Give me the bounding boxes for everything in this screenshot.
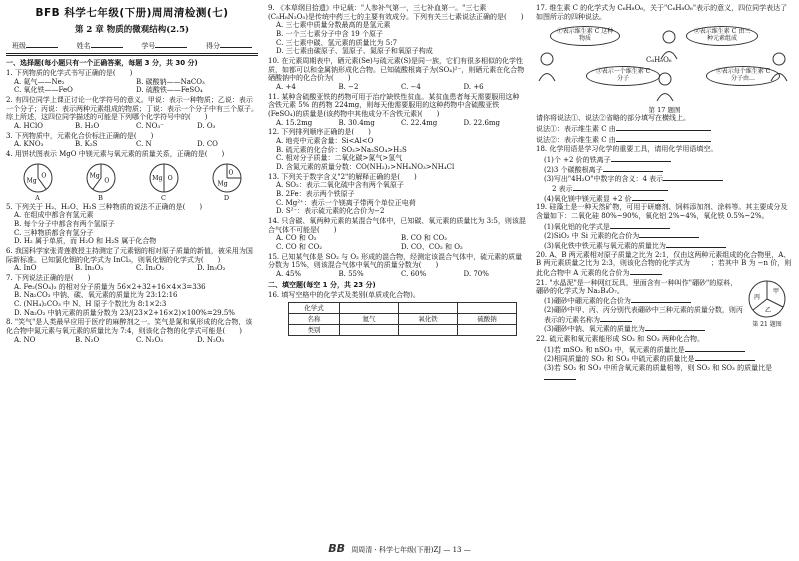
- option-c[interactable]: C. In₃O₂: [136, 264, 165, 273]
- question-16: 16. 填写空格中的化学式及类别(单质或化合物)。: [268, 290, 420, 299]
- question-stem: 2. 有四位同学上课正讨论一化学符号的意义。甲说：表示一种物质；乙说：表示一个分子；丙说：表示两种元素组成的物质；丁说：表示一个分子中有三个原子。综上所述，这四位同学描述的可能是下列哪个化学符号中的( ): [6, 95, 258, 122]
- option-b[interactable]: B. 硫元素的化合价：SO₂>Na₂SO₄>H₂S: [276, 145, 407, 154]
- question-stem: 20. A、B 两元素相对原子质量之比为 2:1，仅由这两种元素组成的化合物里，A、B 两元素质量之比为 2:3，则该化合物的化学式为 ；若其中 B 为 −n 价，则此化合物中 A 元素的化合价为: [536, 250, 792, 278]
- pie-label-yi: 乙: [765, 306, 772, 314]
- pie-slice-label: Mg: [151, 174, 162, 182]
- speech-bubble-2: ②表示维生素 C 由三种元素组成: [686, 26, 758, 46]
- figure-17: [536, 24, 793, 104]
- page-title: BFB 科学七年级(下册)周周清检测(七): [35, 7, 229, 19]
- option-c[interactable]: C. NO₃⁻: [136, 121, 164, 130]
- pie-option-a[interactable]: [22, 162, 54, 202]
- option-b[interactable]: B. N₂O: [75, 335, 100, 344]
- option-a[interactable]: A. HClO: [14, 121, 43, 130]
- question-stem: 3. 下列物质中，元素化合价标注正确的是( ): [6, 131, 154, 140]
- question-stem: 7. 下列说法正确的是( ): [6, 274, 91, 283]
- sub-question: (3)硼砂中钠、氧元素的质量比为: [544, 325, 645, 334]
- pie-slice-label: Mg: [26, 176, 37, 184]
- question-19: 19. 硅藻土是一种天然矿物，可用于研磨剂、饲料添加剂、涂料等。其主要成分及含量如下：二氧化硅 80%~90%，氧化铝 2%~4%，氧化铁 0.5%~2%。: [536, 203, 788, 221]
- answer-blank[interactable]: [573, 184, 668, 191]
- option-d[interactable]: D. CO、CO₂ 和 O₂: [401, 243, 463, 252]
- name-label: 姓名: [76, 41, 91, 50]
- option-a[interactable]: A. SO₂：表示二氧化硫中含有两个氧原子: [276, 181, 404, 190]
- question-8: [6, 318, 258, 344]
- question-stem: 6. 我国科学家张青莲教授主持测定了元素铟的相对原子质量的新值，被采用为国际新标准。已知氯化铟的化学式为 InCl₃，则氧化铟的化学式为( ): [6, 247, 253, 264]
- answer-cell[interactable]: [399, 325, 458, 336]
- question-stem: 9. 《本草纲目拾遗》中记载："人参补气第一，三七补血第一。"三七素(C₅H₈N₂O₅)是传统中药三七的主要有效成分。下列有关三七素说法正确的是( ): [268, 4, 524, 21]
- option-d[interactable]: D. H₂ 属于单质，而 H₂O 和 H₂S 属于化合物: [14, 237, 157, 246]
- question-stem: 14. 只含碳、氧两种元素的某混合气体中，已知碳、氧元素的质量比为 3:5，则该混合气体不可能是( ): [268, 217, 526, 234]
- pie-slice-label: O: [103, 176, 109, 184]
- question-stem: 15. 已知某气体是 SO₂ 与 O₂ 形成的混合物，经测定该混合气体中，硫元素的质量分数为 15%，则该混合气体中氧气的质量分数为( ): [268, 252, 523, 270]
- option-a[interactable]: A. InO: [14, 264, 37, 273]
- answer-blank[interactable]: [666, 241, 726, 248]
- option-c[interactable]: C. 氧化铁——FeO: [14, 86, 73, 95]
- option-d[interactable]: D. Na₂O₂ 中钠元素的质量分数为 23/(23×2+16×2)×100%=29.5%: [14, 308, 235, 317]
- table-cell: 类别: [289, 325, 340, 336]
- option-d[interactable]: D. 三七素由碳原子、氢原子、氮原子和氧原子构成: [276, 47, 433, 56]
- option-d[interactable]: D. 含氮元素的质量分数：CO(NH₂)₂>NH₄NO₃>NH₄Cl: [276, 163, 455, 172]
- table-cell: 化学式: [289, 303, 340, 314]
- option-a[interactable]: A. 氦气——Ne₂: [14, 77, 65, 86]
- sub-question: (3)氧化铁中铁元素与氧元素的质量比为: [544, 242, 666, 251]
- speech-bubble-1: ①表示维生素 C 这种物质: [550, 26, 620, 46]
- pie-slice-label: Mg: [89, 172, 100, 180]
- statement-1-label: 说法①：表示维生素 C 由: [536, 125, 616, 134]
- question-stem: 21. "水晶泥"是一种网红玩具，里面含有一种叫作"硼砂"的原料，硼砂的化学式为 Na₂B₄O₇。: [536, 278, 738, 296]
- question-15: [268, 253, 526, 279]
- pie-option-b[interactable]: [85, 162, 117, 202]
- option-a[interactable]: A. Fe₂(SO₄)₃ 的相对分子质量为 56×2+32+16×4×3=336: [14, 282, 206, 291]
- score-label: 得分: [205, 41, 220, 50]
- question-17-instruction: 请你将说法①、说法②省略的部分填写在横线上。: [536, 114, 690, 123]
- pie-option-label: B: [98, 193, 103, 202]
- table-row: [289, 314, 517, 325]
- question-stem: 4. 用饼状图表示 MgO 中镁元素与氧元素的质量关系，正确的是( ): [6, 149, 225, 158]
- pie-options-row: [6, 162, 258, 202]
- option-d[interactable]: D. 22.6mg: [463, 118, 501, 127]
- figure-21: [747, 279, 787, 329]
- pie-slice-label: O: [40, 172, 46, 180]
- question-11: [268, 93, 526, 128]
- student-info-row: [12, 41, 252, 51]
- option-b[interactable]: B. 每个分子中都含有两个氢原子: [14, 220, 115, 228]
- option-b[interactable]: B. 碳酸钠——NaCO₃: [136, 77, 205, 86]
- option-a[interactable]: A. KNO₃: [14, 140, 44, 149]
- sub-question: (1)硼砂中硼元素的化合价为: [544, 297, 631, 306]
- question-6: [6, 247, 258, 273]
- mgo-pie-chart: [85, 162, 117, 194]
- answer-blank[interactable]: [685, 345, 745, 352]
- option-a[interactable]: A. +4: [276, 83, 296, 92]
- sub-question: (1)若 mSO₂ 和 nSO₃ 中，氧元素的质量比是: [544, 345, 685, 354]
- figure-17-caption: 第 17 题图: [648, 106, 681, 115]
- sub-question: (3)写出"4H₂O"中数字的含义：4 表示: [544, 175, 664, 184]
- question-12: [268, 128, 526, 171]
- statement-2-label: 说法②：表示维生素 C 由: [536, 135, 616, 144]
- column-1: [6, 4, 258, 345]
- option-b[interactable]: B. 55%: [338, 270, 364, 279]
- question-stem: 1. 下列物质的化学式书写正确的是( ): [6, 68, 133, 77]
- answer-blank[interactable]: [616, 124, 711, 131]
- speech-bubble-3: ③表示一个维生素 C 分子: [586, 66, 660, 86]
- sub-question: (2)硼砂中甲、丙、丙分别代表硼砂中三种元素的质量分数，则丙表示的元素名称为: [544, 305, 743, 324]
- sub-question: (2)3 个碳酸根离子: [544, 165, 603, 174]
- answer-blank[interactable]: [663, 174, 723, 181]
- pie-label-bing: 丙: [754, 293, 761, 301]
- option-b[interactable]: B. −2: [338, 83, 359, 92]
- option-c[interactable]: C. 22.4mg: [401, 118, 438, 127]
- student-figure-icon: [768, 52, 790, 82]
- question-20: [536, 251, 793, 278]
- option-b[interactable]: B. CO 和 CO₂: [401, 234, 448, 243]
- option-a[interactable]: A. 三七素中质量分数最高的是氢元素: [276, 21, 391, 30]
- speech-bubble-4: ④表示每个维生素 C 分子由…: [706, 66, 780, 86]
- option-c[interactable]: C. N: [136, 140, 152, 149]
- header-divider: [6, 53, 258, 56]
- option-c[interactable]: C. 三种物质都含有氢分子: [14, 228, 94, 237]
- option-a[interactable]: A. 15.2mg: [276, 118, 313, 127]
- option-b[interactable]: B. K₂S: [75, 140, 98, 149]
- student-figure-icon: [536, 52, 558, 82]
- pie-option-label: A: [35, 193, 40, 202]
- class-label: 班级: [12, 41, 26, 50]
- option-a[interactable]: A. 在组成中都含有氢元素: [14, 211, 94, 220]
- question-14: [268, 217, 526, 252]
- class-blank[interactable]: [26, 41, 58, 48]
- sub-question: (1)个 +2 价的铁离子: [544, 156, 611, 165]
- answer-blank[interactable]: [600, 315, 632, 322]
- student-figure-icon: [654, 72, 676, 102]
- answer-blank[interactable]: [544, 373, 576, 380]
- column-3: [536, 4, 793, 382]
- option-b[interactable]: B. 30.4mg: [338, 118, 375, 127]
- chapter-heading: 第 2 章 物质的微观结构(2.5): [74, 25, 190, 36]
- answer-blank[interactable]: [645, 324, 705, 331]
- answer-blank[interactable]: [610, 222, 670, 229]
- table-cell: 名称: [289, 314, 340, 325]
- question-2: [6, 96, 258, 131]
- question-3: [6, 132, 258, 149]
- pie-slice-label: O: [227, 169, 233, 177]
- table-row: [289, 303, 517, 314]
- option-a[interactable]: A. 45%: [276, 270, 302, 279]
- question-13: [268, 173, 526, 216]
- question-stem: 13. 下列关于数字含义"2"的解释正确的是( ): [268, 172, 417, 181]
- answer-blank[interactable]: [639, 231, 699, 238]
- sub-question: (4)氧化镁中镁元素显 +2 价: [544, 194, 632, 203]
- question-5: [6, 203, 258, 246]
- question-stem: 5. 下列关于 H₂、H₂O、H₂S 三种物质的说法不正确的是( ): [6, 202, 203, 211]
- option-b[interactable]: B. 一个三七素分子中含 19 个原子: [276, 30, 383, 39]
- question-1: [6, 69, 258, 95]
- answer-blank[interactable]: [616, 135, 711, 142]
- vitamin-c-formula: C₆H₈O₆: [646, 56, 672, 65]
- question-22: 22. 硫元素和氧元素能形成 SO₂ 和 SO₃ 两种化合物。: [536, 334, 704, 343]
- question-10: [268, 57, 526, 92]
- option-b[interactable]: B. H₂O: [75, 121, 100, 130]
- column-2: [268, 4, 526, 336]
- option-d[interactable]: D. In₃O₂: [197, 264, 226, 273]
- section-2-heading: 二、填空题(每空 1 分，共 23 分): [268, 280, 376, 289]
- id-label: 学号: [141, 41, 156, 50]
- option-a[interactable]: A. 地壳中元素含量：Si<Al<O: [276, 137, 374, 146]
- question-stem: 12. 下列排列顺序正确的是( ): [268, 128, 371, 137]
- option-b[interactable]: B. 2Fe：表示两个铁原子: [276, 190, 355, 199]
- option-d[interactable]: D. 硫酸铁——FeSO₄: [136, 86, 203, 95]
- question-7: [6, 274, 258, 317]
- question-16-table: [288, 302, 517, 336]
- pie-option-c[interactable]: [148, 162, 180, 202]
- mgo-pie-chart: [22, 162, 54, 194]
- question-21: [536, 279, 793, 334]
- element-mass-pie-chart: [747, 279, 787, 319]
- option-c[interactable]: C. −4: [401, 83, 421, 92]
- publisher-logo: BB: [328, 542, 346, 556]
- question-17: 17. 维生素 C 的化学式为 C₆H₈O₆，关于"C₆H₈O₆"表示的意义，四位同学表达了如图所示的四种说法。: [536, 4, 788, 21]
- answer-cell[interactable]: [458, 303, 517, 314]
- pie-label-jia: 甲: [773, 287, 780, 295]
- score-blank[interactable]: [220, 41, 252, 48]
- student-figure-icon: [658, 30, 680, 60]
- option-d[interactable]: D. N₂O₅: [197, 335, 225, 344]
- answer-blank[interactable]: [632, 194, 664, 201]
- table-cell: 氧化铁: [399, 314, 458, 325]
- option-c[interactable]: C. N₂O₃: [136, 335, 164, 344]
- pie-option-d[interactable]: [211, 162, 243, 202]
- option-c[interactable]: C. 60%: [401, 270, 427, 279]
- answer-blank[interactable]: [611, 155, 671, 162]
- option-b[interactable]: B. In₂O₃: [75, 264, 104, 273]
- footer-text: 周周清 · 科学七年级(下册)ZJ — 13 —: [351, 546, 471, 555]
- mgo-pie-chart: [148, 162, 180, 194]
- option-c[interactable]: C. 相对分子质量：二氧化碳>氮气>氢气: [276, 154, 403, 163]
- table-row: [289, 325, 517, 336]
- pie-option-label: C: [161, 193, 166, 202]
- sub-question: 2 表示: [552, 185, 573, 194]
- question-stem: 10. 在元素周期表中，硒元素(Se)与硫元素(S)是同一族，它们有很多相似的化学性质，如都可以和金属钠形成化合物。已知硫酸根离子为(SO₄)²⁻，则硒元素在化合物硒酸钠中的化合价为( ): [268, 57, 525, 83]
- question-stem: 11. 某种含硫酸亚铁的药物可用于治疗缺铁性贫血。某贫血患者每天需要服用这种含铁元素 5% 的药物 224mg，则每天他需要服用的这种药物中含硫酸亚铁(FeSO₄)的质量是(该药物中其他成分不含铁元素)( ): [268, 92, 520, 119]
- sub-question: (2)相同质量的 SO₂ 和 SO₃ 中硫元素的质量比是: [544, 355, 695, 364]
- option-c[interactable]: C. (NH₄)₂CO₃ 中 N、H 原子个数比为 8:1×2:3: [14, 300, 167, 309]
- option-d[interactable]: D. +6: [463, 83, 484, 92]
- option-c[interactable]: C. 三七素中碳、氢元素的质量比为 5:7: [276, 38, 398, 47]
- answer-cell[interactable]: [399, 303, 458, 314]
- question-9: [268, 4, 526, 56]
- page-footer: [0, 542, 799, 556]
- mgo-pie-chart: [211, 162, 243, 194]
- figure-21-caption: 第 21 题图: [752, 321, 782, 329]
- section-1-heading: 一、选择题(每小题只有一个正确答案，每题 3 分，共 30 分): [6, 59, 198, 68]
- answer-cell[interactable]: [340, 325, 399, 336]
- option-a[interactable]: A. CO 和 O₂: [276, 234, 317, 243]
- sub-question: (2)SiO₂ 中 Si 元素的化合价为: [544, 232, 640, 241]
- question-stem: 8. "笑气"是人类最早应用于医疗的麻醉剂之一。笑气是氮和氧形成的化合物，该化合物中氮元素与氧元素的质量比为 7:4，则该化合物的化学式可能是( ): [6, 318, 253, 336]
- answer-blank[interactable]: [603, 165, 663, 172]
- answer-cell[interactable]: [340, 303, 399, 314]
- pie-option-label: D: [223, 193, 230, 202]
- pie-slice-label: O: [167, 174, 173, 182]
- name-blank[interactable]: [91, 41, 123, 48]
- option-d[interactable]: D. 70%: [463, 270, 489, 279]
- answer-cell[interactable]: [458, 325, 517, 336]
- sub-question: (3)若 SO₂ 和 SO₃ 中所含氧元素的质量相等，则 SO₂ 和 SO₃ 的质量比是: [544, 363, 773, 372]
- answer-blank[interactable]: [695, 354, 755, 361]
- sub-question: (1)氧化铝的化学式是: [544, 222, 610, 231]
- option-c[interactable]: C. CO 和 CO₂: [276, 243, 323, 252]
- option-d[interactable]: D. O₃: [197, 121, 216, 130]
- option-b[interactable]: B. Na₂CO₃ 中钠、碳、氧元素的质量比为 23:12:16: [14, 291, 178, 300]
- id-blank[interactable]: [155, 41, 187, 48]
- answer-blank[interactable]: [630, 268, 662, 275]
- option-d[interactable]: D. S²⁻：表示硫元素的化合价为−2: [276, 207, 385, 216]
- answer-blank[interactable]: [631, 296, 691, 303]
- pie-slice-label: Mg: [217, 180, 228, 188]
- question-18: 18. 化学用语是学习化学的重要工具，请用化学用语填空。: [536, 145, 718, 154]
- table-cell: 氦气: [340, 314, 399, 325]
- table-cell: 硫酸钠: [458, 314, 517, 325]
- option-a[interactable]: A. NO: [14, 335, 36, 344]
- question-4: [6, 150, 258, 202]
- option-d[interactable]: D. CO: [197, 140, 218, 149]
- option-c[interactable]: C. Mg²⁺：表示一个镁离子带两个单位正电荷: [276, 198, 416, 207]
